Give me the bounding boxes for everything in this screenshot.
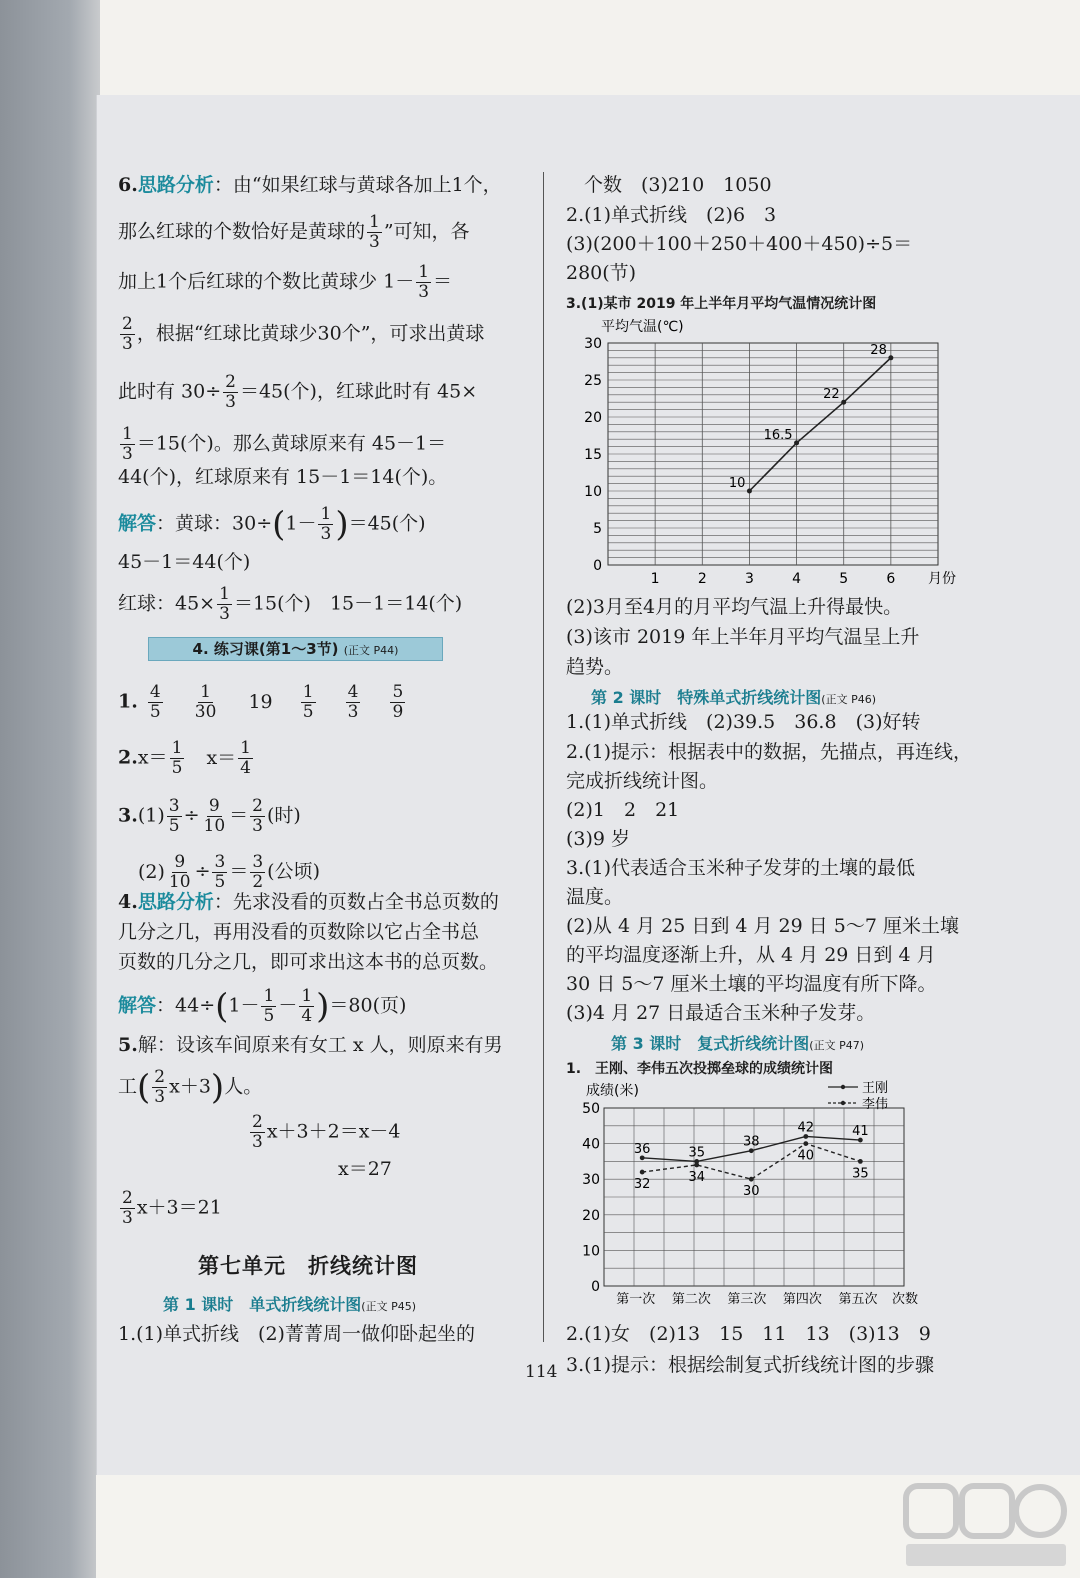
chart1-point	[888, 355, 893, 360]
q6-line4: $\frac{2}{3}$ ，根据“红球比黄球少30个”，可求出黄球	[122, 314, 485, 354]
p5-line1: 5.解：设该车间原来有女工 x 人，则原来有男	[118, 1034, 503, 1056]
l2-q3f: (3)4 月 27 日最适合玉米种子发芽。	[566, 1002, 876, 1024]
p4-line2: 几分之几，再用没看的页数除以它占全书总	[118, 921, 480, 943]
chart1-x-tick: 1	[650, 571, 660, 587]
l2-q2a: 2.(1)提示：根据表中的数据，先描点，再连线，	[566, 741, 973, 763]
chart1-x-tick: 6	[886, 571, 896, 587]
l2-q2b: 完成折线统计图。	[566, 770, 719, 792]
chart2-y-tick: 30	[582, 1172, 600, 1189]
p4-answer: 解答：44÷(1－ $\frac{1}{5}$ － $\frac{1}{4}$ )＝80(页)	[118, 986, 407, 1027]
page-number: 114	[525, 1362, 558, 1382]
q6-line2: 那么红球的个数恰好是黄球的 $\frac{1}{3}$ ”可知，各	[118, 212, 470, 252]
chart1-point	[794, 440, 799, 445]
chart1-y-axis-label: 平均气温(℃)	[601, 319, 684, 335]
chart2-x-tick: 第一次	[616, 1292, 656, 1307]
chart2-x-tick: 第三次	[727, 1292, 767, 1307]
book-spine-shadow	[0, 0, 100, 1578]
chart1-x-tick: 2	[697, 571, 707, 587]
l2-q1: 1.(1)单式折线 (2)39.5 36.8 (3)好转	[566, 711, 921, 733]
p5-eq2: x＝27	[338, 1158, 392, 1180]
l3-q3: 3.(1)提示：根据绘制复式折线统计图的步骤	[566, 1354, 935, 1376]
l2-q2c: (2)1 2 21	[566, 799, 680, 821]
lesson1-heading: 第 1 课时 单式折线统计图(正文 P45)	[163, 1295, 416, 1314]
p2-line: 2.x＝ $\frac{1}{5}$ x＝ $\frac{1}{4}$	[118, 738, 251, 778]
chart2-legend-marker	[841, 1101, 845, 1105]
chart2-data-label: 42	[797, 1120, 815, 1136]
section-heading-practice: 4. 练习课(第1～3节) (正文 P44)	[148, 637, 443, 661]
q6-answer3: 红球：45× $\frac{1}{3}$ ＝15(个) 15－1＝14(个)	[118, 584, 463, 624]
r-line1: 2.(1)单式折线 (2)6 3	[566, 204, 777, 226]
chart2-x-axis-label: 次数	[892, 1292, 919, 1307]
chart2-legend-label: 李伟	[862, 1097, 889, 1112]
chart2-legend-marker	[841, 1085, 845, 1089]
chart1-title: 3.(1)某市 2019 年上半年月平均气温情况统计图	[566, 296, 877, 312]
chart1-y-tick: 0	[593, 558, 602, 574]
chart2-data-label: 35	[852, 1166, 869, 1182]
q6-line6: $\frac{1}{3}$ ＝15(个)。那么黄球原来有 45－1＝	[122, 424, 447, 464]
chart2-legend-label: 王刚	[862, 1081, 889, 1096]
chart2-x-tick: 第五次	[838, 1292, 878, 1307]
q6-line5: 此时有 30÷ $\frac{2}{3}$ ＝45(个)，红球此时有 45×	[118, 372, 478, 412]
corner-watermark-logo	[900, 1478, 1070, 1573]
chart1-answer3b: 趋势。	[566, 656, 624, 678]
l2-q2d: (3)9 岁	[566, 828, 631, 850]
r-line2: (3)(200＋100＋250＋400＋450)÷5＝	[566, 233, 913, 255]
chart2-y-tick: 10	[582, 1243, 600, 1260]
chart2-point	[640, 1170, 645, 1175]
throw-score-line-chart	[566, 1073, 966, 1328]
chart1-x-tick: 3	[744, 571, 754, 587]
chart2-title: 1. 王刚、李伟五次投掷垒球的成绩统计图	[566, 1061, 834, 1077]
chart2-y-tick: 0	[591, 1279, 600, 1295]
chart1-data-label: 10	[728, 476, 746, 491]
p3-line1: 3.(1) $\frac{3}{5}$ ÷ $\frac{9}{10}$ ＝ $\frac{2}{3}$ (时)	[118, 796, 301, 836]
chart1-x-tick: 4	[792, 571, 802, 587]
chart2-y-tick: 40	[582, 1136, 600, 1153]
chart2-data-label: 35	[688, 1145, 706, 1161]
chart2-point	[803, 1141, 808, 1146]
chart2-point	[694, 1163, 699, 1168]
p5-eq3: $\frac{2}{3}$ x＋3＝21	[122, 1188, 222, 1228]
chart1-answer3: (3)该市 2019 年上半年月平均气温呈上升	[566, 626, 920, 648]
l2-q3a: 3.(1)代表适合玉米种子发芽的土壤的最低	[566, 857, 916, 879]
chart1-y-tick: 25	[584, 373, 602, 389]
p5-eq1: $\frac{2}{3}$ x＋3＋2＝x－4	[252, 1112, 401, 1152]
chart1-answer2: (2)3月至4月的月平均气温上升得最快。	[566, 596, 903, 618]
p4-line1: 4.思路分析：先求没看的页数占全书总页数的	[118, 891, 499, 913]
lesson2-heading: 第 2 课时 特殊单式折线统计图(正文 P46)	[591, 688, 876, 707]
chart1-y-tick: 15	[584, 447, 602, 463]
q6-answer1: 解答：黄球：30÷(1－ $\frac{1}{3}$ )＝45(个)	[118, 504, 426, 545]
chart1-point	[747, 489, 752, 494]
l2-q3c: (2)从 4 月 25 日到 4 月 29 日 5～7 厘米土壤	[566, 915, 960, 937]
chart1-x-tick: 5	[839, 571, 849, 587]
l2-q3d: 的平均温度逐渐上升，从 4 月 29 日到 4 月	[566, 944, 936, 966]
p3-line2: (2) $\frac{9}{10}$ ÷ $\frac{3}{5}$ ＝ $\frac{3}{2}$ (公顷)	[138, 852, 320, 892]
chart2-y-axis-label: 成绩(米)	[586, 1083, 639, 1099]
chart2-point	[749, 1177, 754, 1182]
chart2-data-label: 34	[688, 1169, 706, 1185]
r-line0: 个数 (3)210 1050	[584, 174, 772, 196]
chart2-y-tick: 20	[582, 1207, 600, 1224]
chart2-data-label: 40	[797, 1148, 815, 1164]
q6-line1: 6.思路分析：由“如果红球与黄球各加上1个，	[118, 174, 502, 196]
chart1-data-label: 22	[823, 387, 840, 403]
temperature-line-chart	[566, 313, 966, 598]
p4-line3: 页数的几分之几，即可求出这本书的总页数。	[118, 951, 499, 973]
l2-q3e: 30 日 5～7 厘米土壤的平均温度有所下降。	[566, 973, 937, 995]
chart1-x-axis-label: 月份	[928, 571, 956, 587]
chart1-point	[841, 400, 846, 405]
chart2-data-label: 41	[852, 1124, 869, 1140]
l2-q3b: 温度。	[566, 886, 624, 908]
l3-q2: 2.(1)女 (2)13 15 11 13 (3)13 9	[566, 1323, 931, 1345]
p5-line2: 工( $\frac{2}{3}$ x＋3)人。	[118, 1067, 263, 1108]
chart1-y-tick: 20	[584, 410, 602, 426]
q6-answer2: 45－1＝44(个)	[118, 551, 251, 573]
r-line3: 280(节)	[566, 262, 637, 284]
chart1-y-tick: 30	[584, 336, 602, 352]
chart1-y-tick: 10	[584, 484, 602, 500]
chart1-y-tick: 5	[593, 521, 602, 537]
lesson3-heading: 第 3 课时 复式折线统计图(正文 P47)	[611, 1034, 864, 1053]
chart2-data-label: 32	[633, 1177, 651, 1193]
chart2-point	[858, 1159, 863, 1164]
q6-line3: 加上1个后红球的个数比黄球少 1－ $\frac{1}{3}$ ＝	[118, 262, 453, 302]
chart1-data-label: 16.5	[763, 427, 793, 443]
chart2-data-label: 30	[742, 1184, 760, 1200]
unit7-q1: 1.(1)单式折线 (2)菁菁周一做仰卧起坐的	[118, 1323, 475, 1345]
unit7-title: 第七单元 折线统计图	[198, 1254, 418, 1278]
chart2-y-tick: 50	[582, 1101, 600, 1117]
chart2-data-label: 36	[633, 1141, 651, 1157]
q6-line7: 44(个)，红球原来有 15－1＝14(个)。	[118, 466, 448, 488]
chart2-data-label: 38	[742, 1134, 760, 1150]
chart2-x-tick: 第四次	[782, 1292, 822, 1307]
chart1-data-label: 28	[870, 342, 887, 358]
p1-line: 1. $\frac{4}{5}$ $\frac{1}{30}$ 19 $\frac{1}{5}$ $\frac{4}{3}$ $\frac{5}{9}$	[118, 682, 404, 722]
chart2-x-tick: 第二次	[671, 1292, 711, 1307]
